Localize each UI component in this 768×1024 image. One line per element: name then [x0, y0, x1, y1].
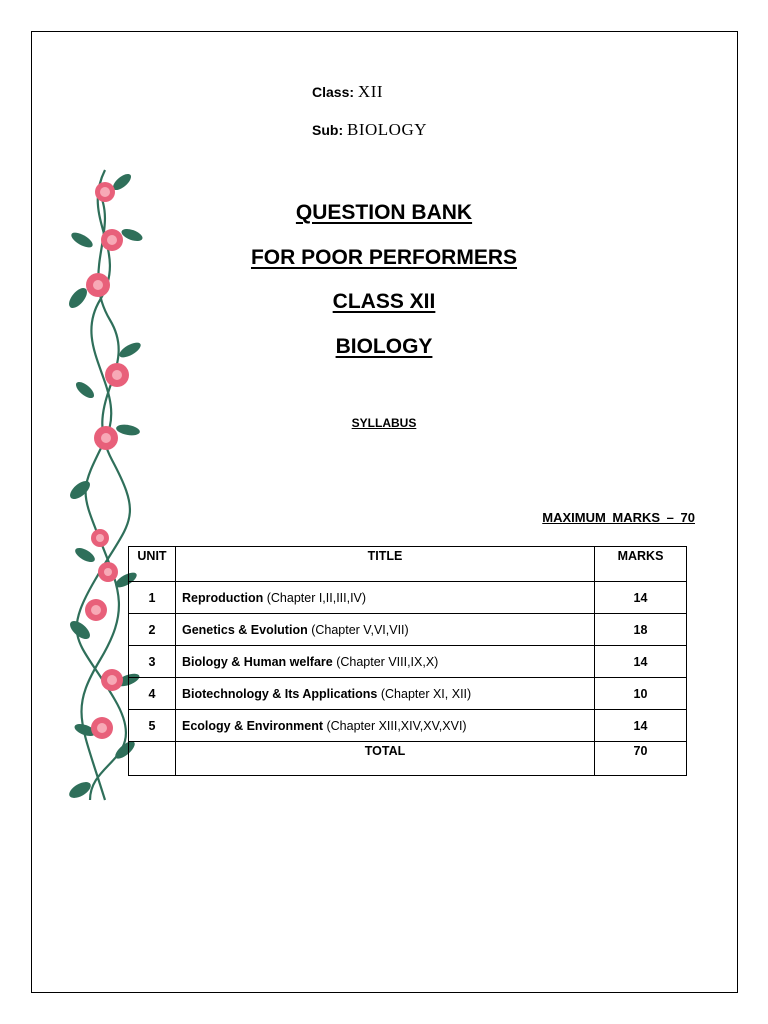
unit-marks: 14 [595, 582, 687, 614]
table-total-row [129, 742, 687, 776]
header-title: TITLE [176, 547, 595, 582]
unit-subject: Genetics & Evolution [182, 622, 308, 637]
unit-title [176, 614, 595, 646]
subject-line [312, 120, 427, 140]
table-row [129, 582, 687, 614]
title-class: CLASS XII [332, 290, 436, 313]
total-unit-empty [129, 742, 176, 776]
unit-subject: Biotechnology & Its Applications [182, 686, 378, 701]
title-subject: BIOLOGY [335, 335, 433, 358]
subject-value: BIOLOGY [347, 120, 427, 139]
unit-number: 4 [129, 678, 176, 710]
table-row [129, 646, 687, 678]
unit-marks: 14 [595, 646, 687, 678]
unit-chapters: (Chapter VIII,IX,X) [332, 654, 439, 669]
table-row [129, 614, 687, 646]
title-poor-performers: FOR POOR PERFORMERS [250, 246, 518, 269]
unit-number: 1 [129, 582, 176, 614]
unit-marks: 10 [595, 678, 687, 710]
unit-chapters: (Chapter XI, XII) [377, 686, 472, 701]
table-row [129, 710, 687, 742]
unit-marks: 14 [595, 710, 687, 742]
header-unit: UNIT [129, 547, 176, 582]
unit-number: 2 [129, 614, 176, 646]
header-marks: MARKS [595, 547, 687, 582]
unit-subject: Ecology & Environment [182, 718, 323, 733]
table-row [129, 678, 687, 710]
subject-label: Sub: [312, 122, 344, 138]
title-question-bank: QUESTION BANK [295, 201, 473, 224]
total-label: TOTAL [176, 742, 595, 776]
unit-title [176, 710, 595, 742]
unit-title [176, 678, 595, 710]
unit-chapters: (Chapter I,II,III,IV) [263, 590, 367, 605]
class-value: XII [357, 82, 384, 101]
unit-chapters: (Chapter V,VI,VII) [307, 622, 409, 637]
class-label: Class: [312, 84, 355, 100]
maximum-marks: MAXIMUM MARKS – 70 [542, 510, 695, 525]
unit-marks: 18 [595, 614, 687, 646]
class-line [312, 82, 383, 102]
unit-title [176, 646, 595, 678]
unit-chapters: (Chapter XIII,XIV,XV,XVI) [323, 718, 467, 733]
unit-number: 5 [129, 710, 176, 742]
total-marks: 70 [595, 742, 687, 776]
unit-subject: Reproduction [182, 590, 264, 605]
unit-number: 3 [129, 646, 176, 678]
unit-subject: Biology & Human welfare [182, 654, 333, 669]
syllabus-table [128, 546, 687, 776]
table-header-row [129, 547, 687, 582]
unit-title [176, 582, 595, 614]
syllabus-heading: SYLLABUS [351, 416, 417, 430]
